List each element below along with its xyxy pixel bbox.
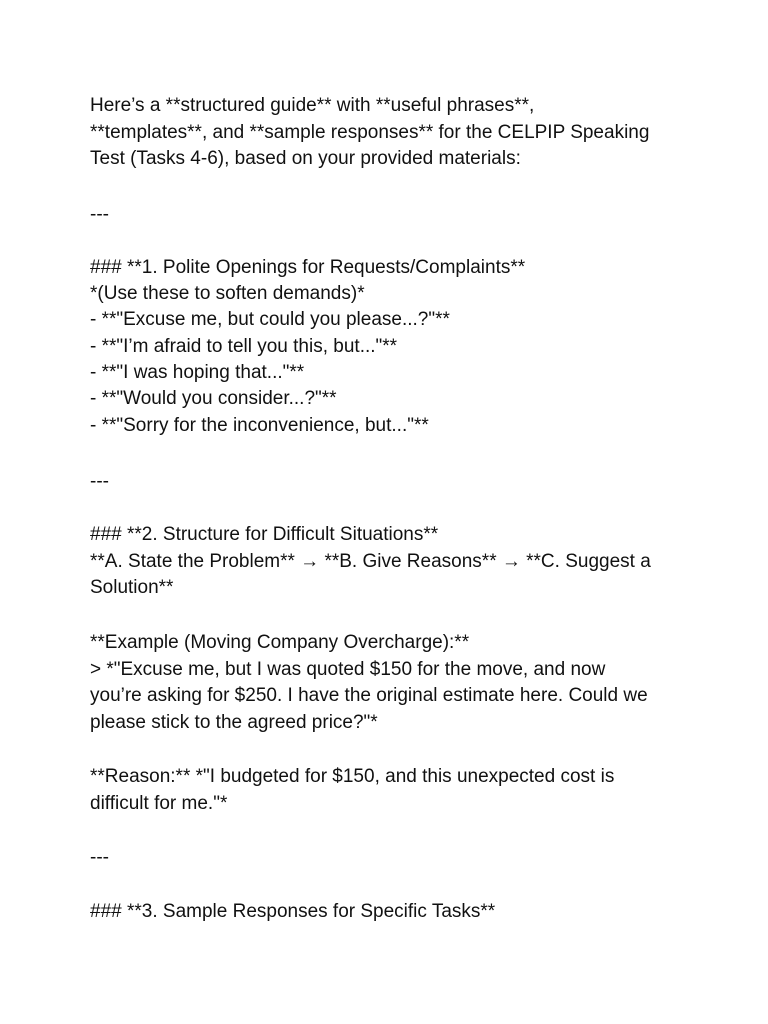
example-quote-line-2: you’re asking for $250. I have the original estimate here. Could we <box>90 685 648 706</box>
phrase-item-2: - **"I’m afraid to tell you this, but..."** <box>90 336 398 357</box>
intro-line-3: Test (Tasks 4-6), based on your provided materials: <box>90 148 521 169</box>
intro-line-1: Here’s a **structured guide** with **useful phrases**, <box>90 95 535 116</box>
reason-line-2: difficult for me."* <box>90 793 228 814</box>
section-3-heading: ### **3. Sample Responses for Specific Tasks** <box>90 901 496 922</box>
phrase-item-1: - **"Excuse me, but could you please...?"** <box>90 309 450 330</box>
example-quote-line-1: > *"Excuse me, but I was quoted $150 for the move, and now <box>90 659 606 680</box>
phrase-item-4: - **"Would you consider...?"** <box>90 388 337 409</box>
structure-steps-line-2: Solution** <box>90 577 174 598</box>
structure-steps-line-1: **A. State the Problem** → **B. Give Reasons** → **C. Suggest a <box>90 551 651 572</box>
phrase-item-3: - **"I was hoping that..."** <box>90 362 305 383</box>
section-1-note: *(Use these to soften demands)* <box>90 283 365 304</box>
example-heading: **Example (Moving Company Overcharge):** <box>90 632 470 653</box>
reason-line-1: **Reason:** *"I budgeted for $150, and this unexpected cost is <box>90 766 615 787</box>
intro-line-2: **templates**, and **sample responses** for the CELPIP Speaking <box>90 122 650 143</box>
example-quote-line-3: please stick to the agreed price?"* <box>90 712 378 733</box>
divider-1: --- <box>90 204 109 225</box>
section-1-heading: ### **1. Polite Openings for Requests/Complaints** <box>90 257 526 278</box>
section-2-heading: ### **2. Structure for Difficult Situations** <box>90 524 439 545</box>
divider-3: --- <box>90 847 109 868</box>
phrase-item-5: - **"Sorry for the inconvenience, but..."** <box>90 415 429 436</box>
divider-2: --- <box>90 471 109 492</box>
